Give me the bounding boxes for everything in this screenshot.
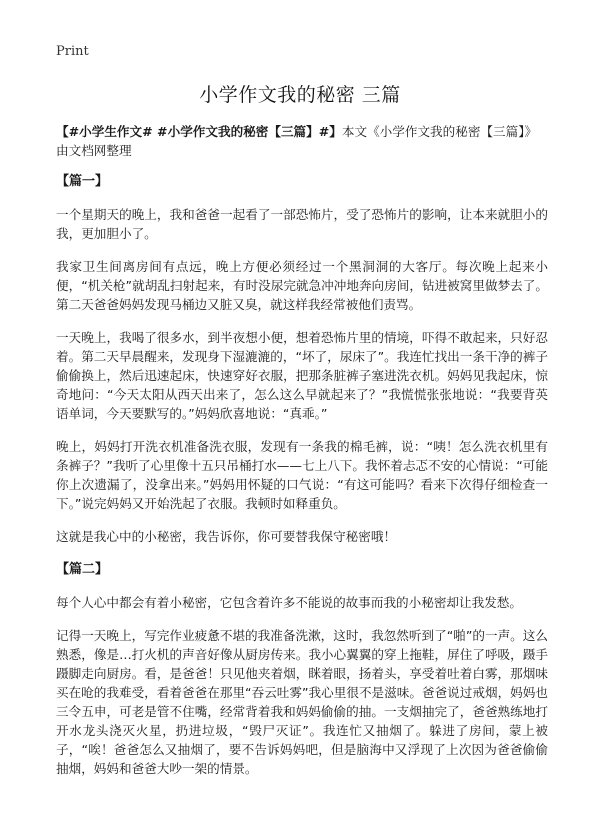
page-title: 小学作文我的秘密 三篇: [199, 84, 401, 106]
paragraph: 记得一天晚上，写完作业疲惫不堪的我准备洗漱，这时，我忽然听到了“啪”的一声。这么熟悉，像是…打火机的声音好像从厨房传来。我小心翼翼的穿上拖鞋，屏住了呼吸，蹑手蹑脚走向厨房。看，是爸爸！只见他夹着烟，眯着眼，扬着头，享受着吐着白雾，那烟味买在呛的我难受，看着爸爸在那里“吞云吐雾”我心里很不是滋味。爸爸说过戒烟，妈妈也三令五申，可老是管不住嘴，经常背着我和妈妈偷偷的抽。一支烟抽完了，爸爸熟练地打开水龙头浇灭火星，扔进垃圾，“毁尸灭证”。我连忙又抽烟了。躲进了房间，蒙上被子，“唉！爸爸怎么又抽烟了，要不告诉妈妈吧，但是脑海中又浮现了上次因为爸爸偷偷抽烟，妈妈和爸爸大吵一架的情景。: [56, 628, 548, 776]
paragraph: 一个星期天的晚上，我和爸爸一起看了一部恐怖片，受了恐怖片的影响，让本来就胆小的我，更加胆小了。: [56, 207, 548, 241]
paragraph: 一天晚上，我喝了很多水，到半夜想小便，想着恐怖片里的情境，吓得不敢起来，只好忍着。第二天早晨醒来，发现身下湿漉漉的，“坏了，尿床了”。我连忙找出一条干净的裤子偷偷换上，然后迅速起床，快速穿好衣服，把那条脏裤子塞进洗衣机。妈妈见我起床，惊奇地问：“今天太阳从西天出来了，怎么这么早就起来了？”我慌慌张张地说：“我要背英语单词，今天要默写的。”妈妈欣喜地说：“真乖。”: [56, 330, 548, 421]
intro-line: [56, 122, 548, 160]
section-heading: 【篇一】: [56, 174, 109, 189]
intro-tags: 【#小学生作文# #小学作文我的秘密【三篇】#】: [56, 124, 342, 139]
paragraph: 这就是我心中的小秘密，我告诉你，你可要替我保守秘密哦！: [56, 529, 397, 544]
print-label: Print: [56, 44, 89, 59]
paragraph: 每个人心中都会有着小秘密，它包含着许多不能说的故事而我的小秘密却让我发愁。: [56, 595, 522, 610]
paragraph: 晚上，妈妈打开洗衣机准备洗衣服，发现有一条我的棉毛裤，说：“咦！怎么洗衣机里有条裤子？”我听了心里像十五只吊桶打水——七上八下。我怀着忐忑不安的心情说：“可能你上次遗漏了，没拿出来。”妈妈用怀疑的口气说：“有这可能吗？看来下次得仔细检查一下。”说完妈妈又开始洗起了衣服。我顿时如释重负。: [56, 439, 548, 511]
section-heading: 【篇二】: [56, 562, 109, 577]
intro-text: 本文《小学作文我的秘密【三篇】》由文档网整理: [56, 124, 538, 158]
document-body: [56, 122, 548, 792]
paragraph: 我家卫生间离房间有点远，晚上方便必须经过一个黑洞洞的大客厅。每次晚上起来小便，“机关枪”就胡乱扫射起来，有时没尿完就急冲冲地奔向房间，钻进被窝里做梦去了。第二天爸爸妈妈发现马桶边又脏又臭，就这样我经常被他们责骂。: [56, 259, 548, 312]
